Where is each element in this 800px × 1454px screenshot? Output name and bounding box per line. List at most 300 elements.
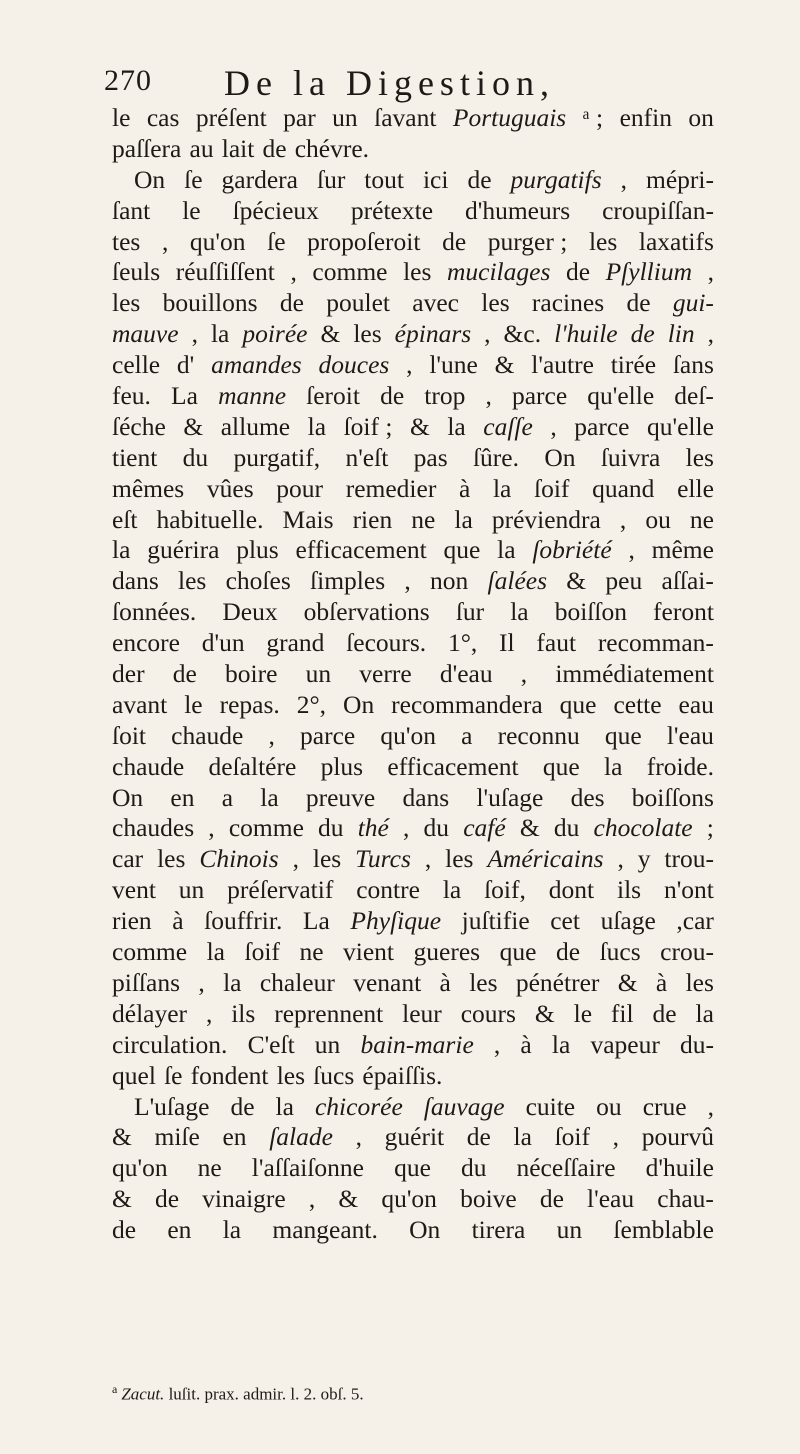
word: cuite: [525, 1091, 576, 1121]
word: Turcs: [355, 844, 411, 874]
word: ſuivra: [600, 442, 661, 472]
word: ils: [231, 998, 256, 1028]
word: parce: [300, 720, 356, 750]
word: ,: [268, 720, 275, 750]
word: l'aſſaiſonne: [251, 1153, 365, 1183]
word: ,: [406, 350, 413, 380]
word: propoſeroit: [307, 226, 421, 256]
word: de: [467, 164, 492, 194]
word: mépri-: [646, 164, 714, 194]
word: On: [544, 442, 576, 472]
word: choſes: [225, 566, 291, 596]
word: plus: [320, 751, 364, 781]
word: venant: [353, 967, 422, 997]
word: cas: [146, 103, 180, 132]
word: bouillons: [162, 288, 258, 318]
word: manne: [218, 381, 287, 411]
word: feront: [653, 597, 714, 627]
word: en: [222, 1122, 247, 1152]
word: Mais: [282, 504, 334, 534]
word: tes: [112, 226, 141, 256]
text-line: [112, 628, 714, 659]
word: ,: [628, 535, 635, 565]
word: trou-: [664, 844, 714, 874]
word: Phyſique: [350, 906, 442, 936]
text-line: [112, 597, 714, 628]
text-line: [112, 1092, 714, 1123]
running-title: De la Digestion,: [224, 63, 555, 103]
text-line: [112, 721, 714, 752]
word: un: [314, 1029, 341, 1059]
text-line: [112, 1122, 714, 1153]
word: lait: [221, 133, 255, 163]
word: reprennent: [274, 998, 384, 1028]
word: la: [210, 319, 230, 349]
word: du: [460, 1153, 487, 1183]
word: à: [655, 967, 668, 997]
word: la: [260, 782, 279, 812]
text-line: [112, 752, 714, 783]
word: ne: [411, 504, 436, 534]
word: la: [112, 535, 131, 565]
word: ne: [299, 937, 324, 967]
word: les: [353, 319, 382, 349]
word: chaudes: [112, 813, 195, 843]
word: néceſſaire: [516, 1153, 616, 1183]
word: la: [551, 1029, 571, 1059]
text-line: [112, 844, 714, 875]
footnote: [112, 1382, 364, 1405]
word: ,: [484, 319, 491, 349]
word: ſoif ;: [343, 411, 393, 441]
text-line: [112, 1153, 714, 1184]
word: même: [651, 535, 714, 565]
word: la: [442, 875, 462, 905]
word: eſt: [112, 504, 138, 534]
word: le: [184, 689, 203, 719]
word: ,: [292, 844, 299, 874]
text-line: [112, 1030, 714, 1061]
text-line: [112, 257, 714, 288]
word: Portuguais: [452, 103, 567, 132]
text-line: [112, 319, 714, 350]
word: L'uſage: [134, 1091, 210, 1121]
word: la: [447, 411, 466, 441]
word: efficacement: [387, 751, 519, 781]
body-text: [112, 103, 714, 1246]
word: de: [630, 319, 655, 349]
text-line: [112, 783, 714, 814]
word: chaleur: [259, 967, 335, 997]
word: café: [463, 813, 506, 843]
word: &: [617, 967, 638, 997]
word: eau: [678, 689, 714, 719]
word: amandes: [211, 350, 302, 380]
word: la: [223, 967, 242, 997]
word: chaude: [171, 720, 244, 750]
word: ſant: [112, 195, 151, 225]
word: laxatifs: [638, 226, 714, 256]
word: tout: [364, 164, 404, 194]
word: vûes: [206, 473, 254, 503]
word: plus: [236, 535, 279, 565]
word: ſoif: [244, 937, 280, 967]
word: les: [481, 288, 510, 318]
text-line: [112, 813, 714, 844]
word: &: [566, 566, 587, 596]
word: ſavant: [374, 103, 437, 132]
word: ,: [198, 967, 205, 997]
word: mauve: [112, 319, 179, 349]
word: mêmes: [112, 473, 185, 503]
word: trop: [424, 381, 466, 411]
word: faut: [536, 628, 577, 658]
word: ſouffrir.: [204, 906, 283, 936]
word: comme: [112, 937, 188, 967]
word: juſtifie: [461, 906, 530, 936]
word: que: [542, 751, 580, 781]
word: qu'on: [381, 1184, 437, 1214]
text-line: [112, 288, 714, 319]
word: l'huile: [554, 319, 618, 349]
word: d'humeurs: [464, 195, 571, 225]
word: recommandera: [391, 689, 543, 719]
word: deſaltére: [208, 751, 297, 781]
text-line: [112, 103, 714, 134]
word: grand: [266, 628, 325, 658]
word: de: [262, 133, 287, 163]
word: l'eau: [666, 720, 714, 750]
word: le: [112, 103, 131, 132]
word: de: [380, 381, 405, 411]
text-line: [112, 443, 714, 474]
text-line: [112, 937, 714, 968]
word: y: [637, 844, 651, 874]
word: les: [178, 566, 207, 596]
word: mangeant.: [272, 1215, 378, 1245]
word: ſobriété: [532, 535, 612, 565]
word: ſur: [316, 164, 346, 194]
text-line: [112, 566, 714, 597]
text-line: [112, 134, 714, 165]
word: gardera: [221, 164, 298, 194]
word: ,: [290, 257, 297, 287]
word: on: [688, 103, 714, 132]
word: qu'on: [189, 226, 246, 256]
word: deſ-: [674, 381, 714, 411]
word: préſent: [195, 103, 267, 132]
word: en: [170, 782, 195, 812]
footnote-reference: luſit. prax. admir. l. 2. obſ. 5.: [168, 1384, 364, 1404]
word: ,: [404, 566, 411, 596]
text-line: [112, 968, 714, 999]
word: gueres: [413, 937, 481, 967]
word: preuve: [305, 782, 376, 812]
text-line: [112, 906, 714, 937]
word: La: [302, 906, 330, 936]
word: aſſai-: [661, 566, 714, 596]
word: d': [176, 350, 195, 380]
word: à: [439, 967, 451, 997]
word: ne: [689, 504, 714, 534]
word: ,: [707, 257, 714, 287]
footnote-mark: a: [112, 1382, 118, 1396]
word: d'un: [201, 628, 245, 658]
text-line: [112, 227, 714, 258]
word: ſeroit: [306, 381, 360, 411]
word: contre: [356, 875, 420, 905]
word: la: [307, 411, 327, 441]
word: délayer: [112, 998, 188, 1028]
page-header: [104, 62, 684, 102]
word: elle: [677, 473, 714, 503]
word: la: [604, 751, 623, 781]
word: de: [442, 226, 467, 256]
text-line: [112, 196, 714, 227]
word: ;: [706, 813, 714, 843]
word: mucilages: [446, 257, 551, 287]
word: ,: [493, 1029, 501, 1059]
word: qu'elle: [647, 411, 714, 441]
word: ſalées: [487, 566, 548, 596]
word: poulet: [326, 288, 390, 318]
word: tient: [112, 442, 158, 472]
word: de: [230, 1091, 255, 1121]
word: froide.: [646, 751, 714, 781]
word: ſoif: [554, 1122, 591, 1152]
word: à: [458, 473, 471, 503]
word: la: [695, 998, 714, 1028]
word: ſûre.: [472, 442, 519, 472]
word: du: [423, 813, 450, 843]
word: C'eſt: [247, 1029, 295, 1059]
word: &c.: [503, 319, 542, 349]
word: cours: [460, 998, 516, 1028]
word: purgatif,: [233, 442, 321, 472]
word: ſalade: [269, 1122, 333, 1152]
word: reconnu: [497, 720, 580, 750]
word: vient: [343, 937, 395, 967]
word: ſauvage: [423, 1091, 505, 1121]
word: crou-: [660, 937, 714, 967]
word: un: [556, 1215, 583, 1245]
word: thé: [357, 813, 389, 843]
word: ,: [403, 813, 410, 843]
word: 2°,: [296, 689, 327, 719]
word: ,car: [676, 906, 714, 936]
word: immédiatement: [555, 659, 714, 689]
text-line: [112, 350, 714, 381]
word: pour: [276, 473, 324, 503]
word: l'autre: [531, 350, 594, 380]
word: On: [409, 1215, 441, 1245]
word: cette: [613, 689, 662, 719]
word: &: [112, 1122, 132, 1152]
text-line: [112, 1184, 714, 1215]
word: gui-: [672, 288, 714, 318]
word: ſucs: [313, 1060, 355, 1090]
word: de: [279, 288, 304, 318]
word: miſe: [154, 1122, 200, 1152]
word: le: [182, 195, 201, 225]
word: vapeur: [590, 1029, 660, 1059]
word: ſur: [455, 597, 485, 627]
word: les: [588, 226, 618, 256]
word: les: [685, 967, 714, 997]
text-line: [112, 1061, 714, 1092]
word: qu'on: [380, 720, 436, 750]
word: ſe: [164, 1060, 183, 1090]
word: ,: [617, 844, 624, 874]
text-line: [112, 474, 714, 505]
word: On: [343, 689, 375, 719]
text-line: [112, 999, 714, 1030]
word: par: [283, 103, 316, 132]
word: la: [454, 504, 473, 534]
word: ,: [208, 813, 215, 843]
word: de: [466, 1122, 491, 1152]
word: bain-marie: [360, 1029, 474, 1059]
word: repas.: [219, 689, 280, 719]
word: Chinois: [199, 844, 279, 874]
word: ſemblable: [613, 1215, 714, 1245]
word: prétexte: [350, 195, 434, 225]
page-number: 270: [104, 64, 152, 97]
word: à: [172, 906, 184, 936]
word: der: [112, 659, 145, 689]
word: la: [510, 597, 529, 627]
word: la: [206, 937, 225, 967]
word: comme: [228, 813, 304, 843]
word: racines: [531, 288, 605, 318]
word: dont: [548, 875, 595, 905]
word: ,: [308, 1184, 316, 1214]
word: lin: [667, 319, 695, 349]
word: &: [112, 1184, 132, 1214]
word: pas: [413, 442, 448, 472]
word: &: [320, 319, 341, 349]
word: caſſe: [483, 411, 533, 441]
word: ᵃ ;: [582, 103, 604, 132]
text-line: [112, 535, 714, 566]
word: a: [221, 782, 234, 812]
word: réuſſiſſent: [175, 257, 275, 287]
word: le: [573, 998, 593, 1028]
word: l'eau: [587, 1184, 635, 1214]
word: ſecours.: [346, 628, 427, 658]
word: qu'elle: [587, 381, 655, 411]
word: ,: [191, 319, 198, 349]
footnote-author: Zacut.: [121, 1384, 165, 1404]
word: ils: [616, 875, 642, 905]
text-line: [112, 165, 714, 196]
word: Américains: [487, 844, 604, 874]
word: dans: [402, 782, 450, 812]
word: &: [534, 998, 555, 1028]
word: de: [112, 1215, 137, 1245]
word: douces: [318, 350, 390, 380]
word: ſoif,: [484, 875, 526, 905]
word: ,: [355, 1122, 362, 1152]
word: cet: [550, 906, 580, 936]
word: n'ont: [663, 875, 714, 905]
word: de: [539, 1184, 564, 1214]
word: tirera: [471, 1215, 526, 1245]
word: encore: [112, 628, 180, 658]
word: que: [443, 535, 481, 565]
word: du: [553, 813, 580, 843]
word: boiſſon: [554, 597, 627, 627]
word: du: [182, 442, 209, 472]
word: épaiſſis.: [362, 1060, 443, 1090]
word: recomman-: [597, 628, 714, 658]
word: comme: [312, 257, 388, 287]
word: au: [189, 133, 214, 163]
word: les: [276, 1060, 306, 1090]
word: les: [112, 288, 141, 318]
word: en: [167, 1215, 192, 1245]
word: que: [604, 720, 642, 750]
word: celle: [112, 350, 161, 380]
word: ,: [707, 319, 714, 349]
word: ſe: [184, 164, 203, 194]
word: du-: [679, 1029, 714, 1059]
word: de: [555, 937, 581, 967]
word: de: [652, 998, 677, 1028]
word: poirée: [242, 319, 308, 349]
word: préſervatif: [227, 875, 334, 905]
word: rien: [112, 906, 152, 936]
word: préviendra: [491, 504, 601, 534]
word: boiſſons: [631, 782, 714, 812]
word: ou: [645, 504, 671, 534]
word: croupiſſan-: [602, 195, 714, 225]
word: remedier: [345, 473, 437, 503]
word: guérira: [147, 535, 220, 565]
word: &: [409, 411, 430, 441]
word: chicorée: [314, 1091, 403, 1121]
word: chévre.: [294, 133, 370, 163]
word: pourvû: [641, 1122, 714, 1152]
word: que: [394, 1153, 431, 1183]
word: &: [519, 813, 540, 843]
word: circulation.: [112, 1029, 228, 1059]
word: la: [222, 1215, 242, 1245]
word: que: [559, 689, 597, 719]
word: leur: [402, 998, 442, 1028]
word: vinaigre: [202, 1184, 286, 1214]
word: ,: [161, 226, 169, 256]
word: de: [626, 288, 651, 318]
word: n'eſt: [345, 442, 389, 472]
word: &: [338, 1184, 359, 1214]
text-line: [112, 1215, 714, 1246]
word: ne: [197, 1153, 222, 1183]
word: ſimples: [310, 566, 386, 596]
word: ,: [520, 659, 528, 689]
word: ſonnées.: [112, 597, 197, 627]
word: du: [318, 813, 344, 843]
text-line: [112, 505, 714, 536]
word: ,: [205, 998, 213, 1028]
word: chau-: [657, 1184, 714, 1214]
word: uſage: [600, 906, 656, 936]
word: avant: [112, 689, 168, 719]
word: ,: [612, 1122, 620, 1152]
word: non: [430, 566, 469, 596]
word: ſe: [267, 226, 286, 256]
word: les: [312, 844, 342, 874]
